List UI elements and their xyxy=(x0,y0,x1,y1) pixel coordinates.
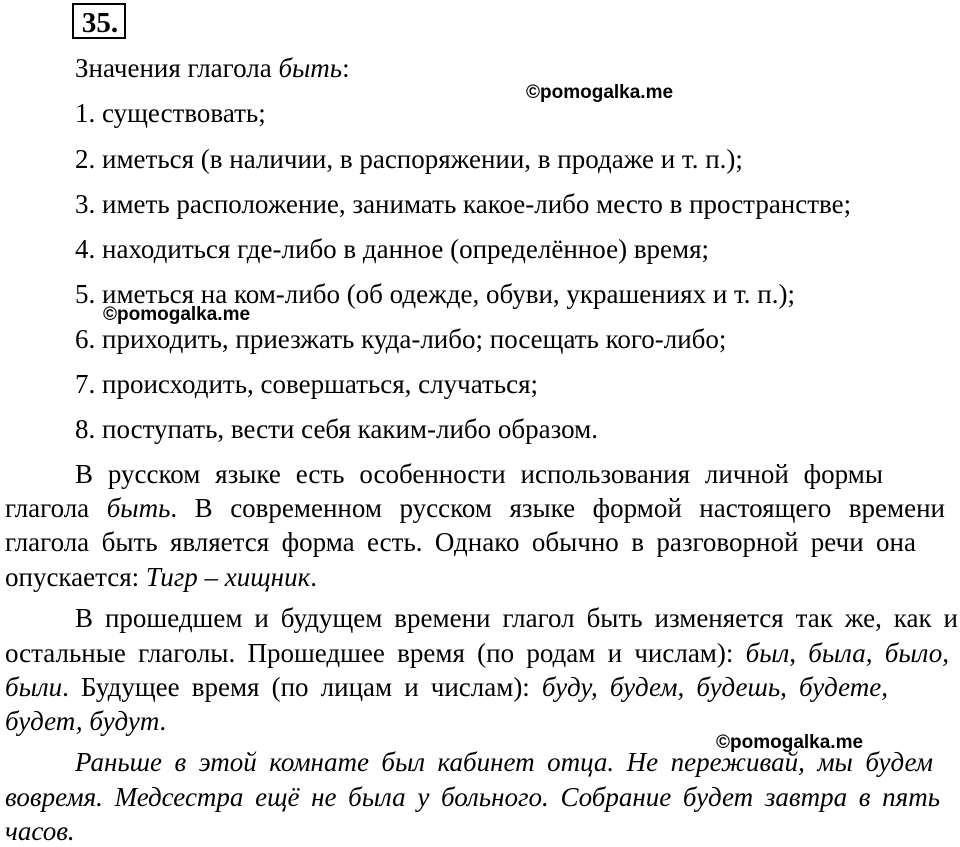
meaning-4: 4. находиться где-либо в данное (определённое) время; xyxy=(75,234,710,264)
p1-l4-c: . xyxy=(310,562,317,592)
p2-l3-a: были xyxy=(5,672,63,702)
p2-l2-forms: был, была, было, xyxy=(745,638,950,668)
meaning-6: 6. приходить, приезжать куда-либо; посещать кого-либо; xyxy=(75,324,727,354)
watermark-3: ©pomogalka.me xyxy=(716,732,864,753)
examples-l2-text: вовремя. Медсестра ещё не была у больного. Собрание будет завтра в пять xyxy=(5,782,940,812)
examples-line3 xyxy=(5,815,75,847)
meaning-1: 1. существовать; xyxy=(75,98,266,128)
intro-line xyxy=(75,52,350,84)
p1-l2-verb: быть xyxy=(106,493,171,523)
p2-l4-forms: будет, будут xyxy=(5,706,160,736)
task-number: 35. xyxy=(72,3,126,39)
paragraph2-line1: В прошедшем и будущем времени глагол быть изменяется так же, как и xyxy=(75,603,958,633)
p2-l4-b: . xyxy=(159,706,167,736)
paragraph1-line4 xyxy=(5,561,317,593)
p1-l2-c: . В современном русском языке формой настоящего времени xyxy=(170,493,945,523)
examples-line2 xyxy=(5,781,940,813)
examples-line1 xyxy=(75,746,933,778)
p2-l2-a: остальные глаголы. Прошедшее время (по родам и числам): xyxy=(5,638,746,668)
p1-l4-example: Тигр – хищник xyxy=(145,562,311,592)
meaning-2: 2. иметься (в наличии, в распоряжении, в продаже и т. п.); xyxy=(75,144,743,174)
p2-l3-forms: буду, будем, будешь, будете, xyxy=(541,672,888,702)
paragraph2-line4 xyxy=(5,705,166,737)
examples-l1-text: Раньше в этой комнате был кабинет отца. Не переживай, мы будем xyxy=(75,747,933,777)
examples-l3-text: часов. xyxy=(5,816,75,846)
watermark-1: ©pomogalka.me xyxy=(526,82,674,103)
meaning-8: 8. поступать, вести себя каким-либо образом. xyxy=(75,414,598,444)
paragraph2-line2 xyxy=(5,637,949,669)
paragraph2-line3 xyxy=(5,671,888,703)
meaning-7: 7. происходить, совершаться, случаться; xyxy=(75,369,539,399)
p2-l3-b: . Будущее время (по лицам и числам): xyxy=(62,672,542,702)
intro-text: Значения глагола xyxy=(75,53,279,83)
p1-l4-a: опускается: xyxy=(5,562,146,592)
paragraph1-line3: глагола быть является форма есть. Однако обычно в разговорной речи она xyxy=(5,527,916,557)
paragraph1-line2 xyxy=(5,492,945,524)
meaning-3: 3. иметь расположение, занимать какое-либо место в пространстве; xyxy=(75,189,852,219)
intro-colon: : xyxy=(342,53,350,83)
paragraph1-line1: В русском языке есть особенности использования личной формы xyxy=(75,459,883,489)
meaning-5: 5. иметься на ком-либо (об одежде, обуви, украшениях и т. п.); xyxy=(75,279,795,309)
p1-l2-a: глагола xyxy=(5,493,107,523)
intro-verb: быть xyxy=(278,53,343,83)
watermark-2: ©pomogalka.me xyxy=(103,304,251,325)
